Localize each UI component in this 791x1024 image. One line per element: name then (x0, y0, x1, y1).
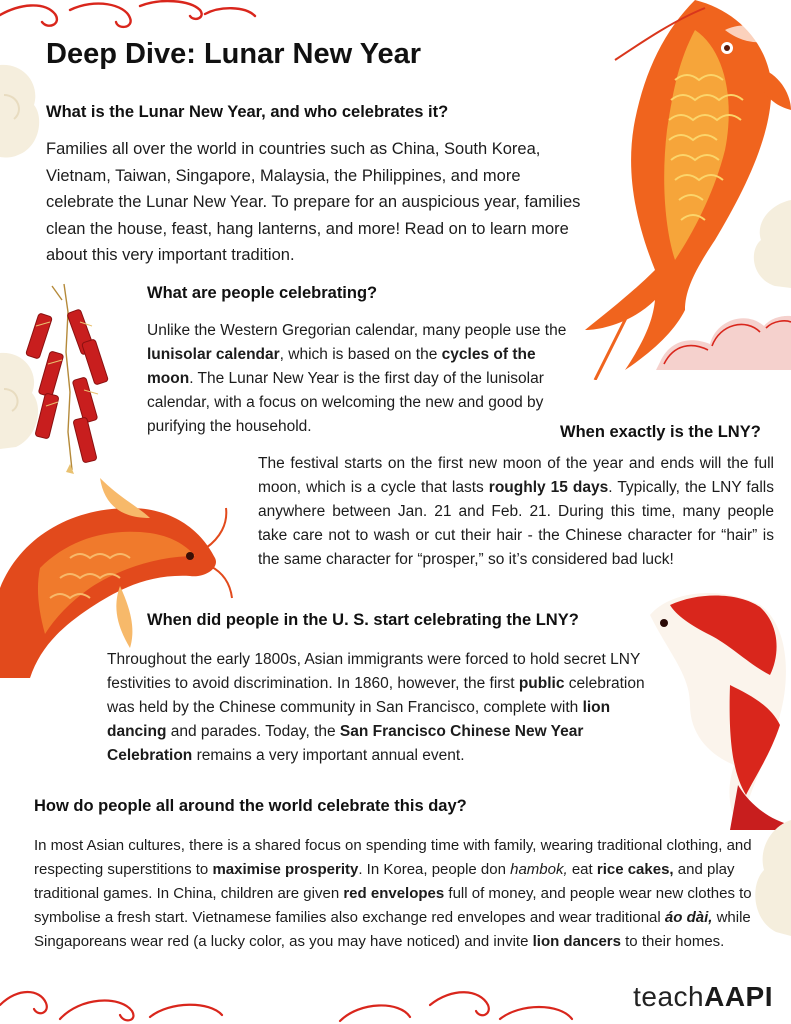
text-run: and parades. Today, the (166, 723, 340, 740)
text-run: roughly 15 days (488, 479, 609, 496)
text-run: , which is based on the (279, 346, 442, 363)
page-title: Deep Dive: Lunar New Year (46, 38, 422, 70)
text-run: hambok, (510, 861, 568, 878)
section-heading-what-celebrating: What are people celebrating? (147, 284, 378, 302)
text-run: Unlike the Western Gregorian calendar, many people use the (147, 322, 567, 339)
section-body-what-celebrating (147, 319, 572, 439)
cloud-red-right (650, 300, 791, 380)
text-run: rice cakes, (596, 861, 674, 878)
text-run: lion dancers (532, 933, 621, 950)
text-run: remains a very important annual event. (192, 747, 465, 764)
firecrackers-illustration (22, 282, 122, 482)
text-run: maximise prosperity (212, 861, 359, 878)
logo-text-bold: AAPI (704, 981, 773, 1012)
cloud-swirl-bottom (0, 975, 600, 1024)
section-heading-what-is-lny: What is the Lunar New Year, and who celebrates it? (46, 103, 449, 121)
text-run: celebration was held by the Chinese community in San Francisco, complete with (107, 675, 645, 716)
cloud-swirl-top-left (0, 0, 260, 40)
section-body-what-is-lny (46, 136, 591, 269)
section-body-us-celebration (107, 648, 667, 768)
cloud-left-upper (0, 55, 45, 165)
text-run: áo dài, (664, 909, 713, 926)
text-run: lion dancing (107, 699, 611, 740)
text-run: to their homes. (620, 933, 725, 950)
section-body-world-celebration (34, 834, 759, 954)
text-run: . Typically, the LNY falls anywhere between Jan. 21 and Feb. 21. During this time, many people take care not to wash or cut their hair - the Chinese character for “hair” is the same character for “prosper,” so it’s considered bad luck! (258, 479, 774, 568)
section-heading-when-lny: When exactly is the LNY? (560, 423, 761, 441)
text-run: red envelopes (343, 885, 445, 902)
logo-text-light: teach (633, 981, 705, 1012)
text-run: In most Asian cultures, there is a shared focus on spending time with family, wearing traditional clothing, and respecting superstitions to (34, 837, 752, 878)
text-run: eat (567, 861, 597, 878)
text-run: San Francisco Chinese New Year Celebration (107, 723, 584, 764)
text-run: public (518, 675, 565, 692)
text-run: Throughout the early 1800s, Asian immigrants were forced to hold secret LNY festivities to avoid discrimination. In 1860, however, the first (107, 651, 641, 692)
text-run: and play traditional games. In China, children are given (34, 861, 735, 902)
teachaapi-logo (633, 981, 773, 1013)
section-heading-us-celebration: When did people in the U. S. start celebrating the LNY? (147, 611, 579, 629)
text-run: cycles of the moon (147, 346, 536, 387)
section-body-when-lny (258, 452, 774, 572)
text-run: . The Lunar New Year is the first day of the lunisolar calendar, with a focus on welcoming the new and good by purifying the household. (147, 370, 544, 435)
text-run: while Singaporeans wear red (a lucky color, as you may have noticed) and invite (34, 909, 751, 950)
cloud-right (745, 200, 791, 290)
section-heading-world-celebration: How do people all around the world celebrate this day? (34, 797, 467, 815)
text-run: Families all over the world in countries such as China, South Korea, Vietnam, Taiwan, Singapore, Malaysia, the Philippines, and more celebrate the Lunar New Year. To prepare for an auspicious year, families clean the house, feast, hang lanterns, and more! Read on to learn more about this very important tradition. (46, 140, 581, 264)
text-run: . In Korea, people don (358, 861, 511, 878)
text-run: The festival starts on the first new moon of the year and ends will the full moon, which is a cycle that lasts (258, 455, 774, 496)
text-run: lunisolar calendar (147, 346, 280, 363)
text-run: full of money, and people wear new clothes to symbolise a fresh start. Vietnamese families also exchange red envelopes and wear traditional (34, 885, 752, 926)
